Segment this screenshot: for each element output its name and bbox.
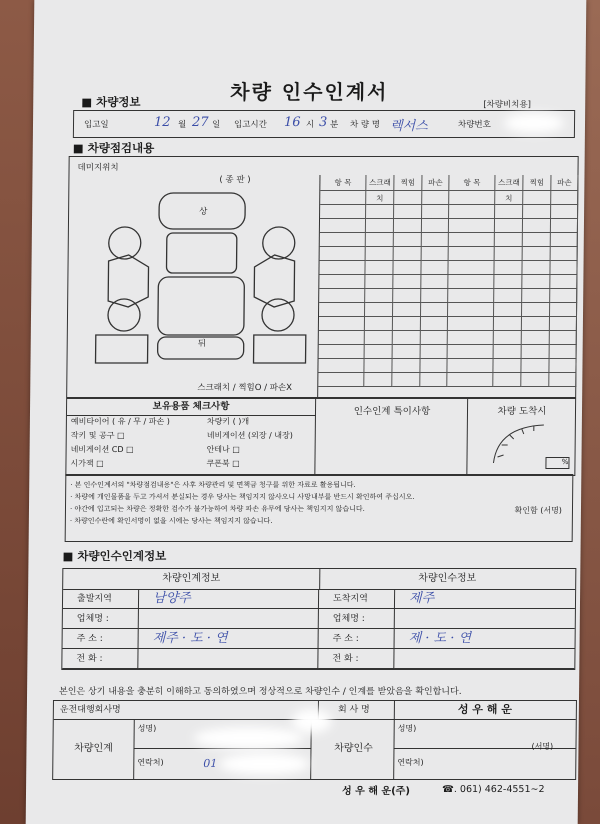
grid-cell[interactable] [448, 261, 494, 275]
grid-cell[interactable] [421, 345, 448, 359]
inspection-box [66, 156, 579, 398]
grid-cell[interactable] [318, 373, 364, 387]
left-label: 출발지역 [63, 589, 139, 609]
left-label: 주 소 : [63, 629, 139, 649]
grid-cell[interactable] [394, 219, 422, 233]
grid-cell[interactable] [549, 373, 576, 387]
grid-cell[interactable] [394, 205, 422, 219]
grid-header-0-2: 찍힘 [394, 175, 422, 191]
item-jack-tools: 작키 및 공구 □ [70, 431, 125, 440]
grid-cell[interactable] [523, 219, 551, 233]
grid-cell[interactable] [320, 219, 366, 233]
grid-cell[interactable] [421, 289, 448, 303]
grid-cell[interactable] [551, 233, 578, 247]
grid-header-0-3: 파손 [422, 175, 449, 191]
grid-cell[interactable] [393, 345, 421, 359]
grid-cell[interactable] [522, 289, 550, 303]
receive-name-field: 성명) [393, 719, 575, 749]
grid-cell[interactable] [319, 275, 365, 289]
right-value[interactable] [395, 609, 575, 629]
grid-cell[interactable] [364, 373, 392, 387]
usage-note: [차량비치용] [483, 100, 531, 110]
grid-cell[interactable] [364, 359, 392, 373]
company-name: 성 우 해 운 [394, 701, 576, 720]
handover-table [61, 568, 576, 670]
damage-label: 데미지위치 [77, 163, 119, 173]
grid-cell[interactable] [319, 303, 365, 317]
month-label: 월 [177, 120, 187, 130]
section-inspection: ■ 차량점검내용 [73, 140, 155, 156]
grid-cell[interactable] [551, 205, 578, 219]
grid-cell[interactable] [551, 191, 578, 205]
grid-cell[interactable] [320, 191, 366, 205]
item-car-key: 차량키 ( )개 [206, 417, 250, 426]
note-1: · 본 인수인계서의 "차량점검내용"은 사후 차량관리 및 면책금 청구를 위한 자료로 활용됩니다. [70, 481, 356, 489]
grid-cell[interactable] [393, 303, 421, 317]
diagram-bottom-label: 뒤 [197, 339, 206, 349]
grid-cell[interactable] [366, 191, 394, 205]
belongings-left [66, 415, 201, 475]
day-value: 27 [191, 115, 209, 130]
grid-header-1-3: 파손 [551, 175, 578, 191]
grid-cell[interactable] [365, 261, 393, 275]
grid-cell[interactable] [550, 345, 577, 359]
handover-document [26, 0, 587, 824]
grid-header-1-1: 스크래치 [495, 175, 523, 191]
grid-cell[interactable] [449, 233, 495, 247]
grid-cell[interactable] [421, 331, 448, 345]
handover-contact-field: 연락처) [133, 749, 311, 779]
grid-cell[interactable] [393, 261, 421, 275]
right-label: 업체명 : [319, 609, 395, 629]
grid-cell[interactable] [319, 261, 365, 275]
grid-cell[interactable] [550, 275, 577, 289]
handover-sign-label: 차량인계 [53, 719, 135, 779]
grid-cell[interactable] [495, 191, 523, 205]
grid-cell[interactable] [366, 205, 394, 219]
left-value[interactable]: 남양주 [139, 589, 319, 609]
grid-cell[interactable] [523, 191, 551, 205]
month-value: 12 [153, 115, 171, 130]
car-name-value: 렉서스 [389, 119, 428, 134]
time-label: 입고시간 [233, 120, 267, 130]
grid-cell[interactable] [393, 275, 421, 289]
left-value[interactable] [139, 609, 319, 629]
grid-cell[interactable] [365, 317, 393, 331]
right-value[interactable]: 제주 [395, 589, 575, 609]
grid-cell[interactable] [495, 233, 523, 247]
grid-cell[interactable] [550, 331, 577, 345]
grid-cell[interactable] [422, 219, 449, 233]
grid-cell[interactable] [421, 261, 448, 275]
damage-legend: 스크래치 / 찍힘O / 파손X [197, 383, 293, 393]
grid-cell[interactable] [421, 275, 448, 289]
grid-cell[interactable] [493, 359, 521, 373]
grid-cell[interactable] [494, 289, 522, 303]
grid-cell[interactable] [550, 289, 577, 303]
minute-label: 분 [329, 120, 339, 130]
receive-sign-label: 차량인수 [313, 719, 395, 779]
receive-sign-mark: (서명) [531, 742, 554, 751]
grid-cell[interactable] [522, 317, 550, 331]
grid-header-1-0: 항 목 [449, 175, 495, 191]
grid-cell[interactable] [365, 275, 393, 289]
grid-cell[interactable] [550, 303, 577, 317]
note-3: · 야간에 입고되는 차량은 정확한 검수가 불가능하여 차량 파손 유무에 당사는 책임지지 않습니다. [69, 505, 365, 513]
item-antenna: 안테나 □ [206, 445, 240, 454]
right-value[interactable]: 제 · 도 · 연 [395, 629, 575, 649]
document-title: 차량 인수인계서 [230, 80, 389, 104]
right-label: 전 화 : [318, 649, 394, 669]
section-handover: ■ 차량인수인계정보 [62, 548, 166, 564]
grid-cell[interactable] [495, 205, 523, 219]
agreement-text: 본인은 상기 내용을 충분히 이해하고 동의하였으며 정상적으로 차량인수 / 인계를 받았음을 확인합니다. [59, 687, 462, 697]
grid-cell[interactable] [366, 219, 394, 233]
belongings-header: 보유용품 체크사항 [67, 399, 316, 416]
grid-cell[interactable] [421, 303, 448, 317]
grid-cell[interactable] [422, 205, 449, 219]
grid-cell[interactable] [448, 345, 494, 359]
agent-company-header: 운전대행회사명 [54, 701, 319, 720]
receive-contact-field: 연락처) [397, 758, 424, 767]
handover-name-redaction [193, 727, 303, 749]
right-label: 도착지역 [319, 589, 395, 609]
car-name-label: 차 량 명 [349, 120, 381, 130]
item-navigation: 네비게이션 (외장 / 내장) [206, 431, 293, 440]
plate-redaction [504, 113, 564, 133]
grid-cell[interactable] [448, 331, 494, 345]
grid-cell[interactable] [420, 359, 447, 373]
section-vehicle-info: ■ 차량정보 [81, 94, 140, 110]
grid-cell[interactable] [365, 345, 393, 359]
left-label: 업체명 : [63, 609, 139, 629]
grid-cell[interactable] [319, 331, 365, 345]
handover-contact-value: 01 [203, 757, 218, 770]
belongings-right [206, 415, 316, 475]
notes-box [65, 474, 574, 542]
grid-cell[interactable] [420, 373, 447, 387]
special-notes-header: 인수인계 특이사항 [353, 406, 431, 417]
grid-cell[interactable] [523, 233, 551, 247]
grid-cell[interactable] [494, 303, 522, 317]
grid-cell[interactable] [393, 317, 421, 331]
grid-cell[interactable] [422, 191, 449, 205]
inspection-grid [317, 175, 578, 397]
grid-cell[interactable] [494, 345, 522, 359]
grid-cell[interactable] [393, 331, 421, 345]
day-label: 일 [211, 120, 221, 130]
grid-cell[interactable] [449, 247, 495, 261]
grid-cell[interactable] [319, 345, 365, 359]
arrival-box [466, 399, 576, 475]
grid-cell[interactable] [523, 205, 551, 219]
grid-cell[interactable] [365, 303, 393, 317]
grid-cell[interactable] [319, 317, 365, 331]
grid-header-1-2: 찍힘 [523, 175, 551, 191]
grid-cell[interactable] [448, 275, 494, 289]
item-cigar-jack: 시가잭 □ [70, 459, 104, 468]
grid-header-0-0: 항 목 [320, 175, 366, 191]
right-label: 주 소 : [319, 629, 395, 649]
grid-cell[interactable] [495, 247, 523, 261]
vehicle-info-row [73, 110, 575, 138]
grid-cell[interactable] [522, 331, 550, 345]
note-4: · 차량인수란에 확인서명이 없을 시에는 당사는 책임지지 않습니다. [69, 517, 273, 525]
item-spare-tire: 예비타이어 ( 유 / 무 / 파손 ) [70, 417, 170, 426]
belongings-row [65, 398, 576, 476]
grid-cell[interactable] [366, 233, 394, 247]
grid-cell[interactable] [448, 303, 494, 317]
grid-cell[interactable] [394, 247, 422, 261]
grid-cell[interactable] [365, 289, 393, 303]
grid-cell[interactable] [393, 289, 421, 303]
grid-cell[interactable] [421, 317, 448, 331]
grid-cell[interactable] [551, 247, 578, 261]
view-label: ( 종 판 ) [219, 175, 251, 185]
grid-cell[interactable] [550, 317, 577, 331]
hour-label: 시 [305, 120, 315, 130]
grid-cell[interactable] [447, 359, 493, 373]
grid-cell[interactable] [523, 247, 551, 261]
item-nav-cd: 네비게이션 CD □ [70, 445, 134, 454]
company-header: 회 사 명 [314, 701, 395, 720]
grid-cell[interactable] [551, 219, 578, 233]
grid-cell[interactable] [448, 289, 494, 303]
grid-cell[interactable] [320, 233, 366, 247]
grid-cell[interactable] [392, 359, 420, 373]
fuel-percent-box: % [545, 457, 569, 469]
grid-cell[interactable] [493, 373, 521, 387]
grid-cell[interactable] [495, 219, 523, 233]
grid-cell[interactable] [549, 359, 576, 373]
grid-cell[interactable] [494, 275, 522, 289]
grid-cell[interactable] [422, 233, 449, 247]
minute-value: 3 [318, 115, 328, 130]
handover-left-header: 차량인계정보 [63, 569, 320, 590]
footer-company: 성 우 해 운(주) [341, 786, 410, 797]
grid-cell[interactable] [494, 331, 522, 345]
handover-right-header: 차량인수정보 [319, 569, 575, 590]
left-value[interactable] [138, 649, 318, 669]
right-value[interactable] [394, 649, 574, 669]
grid-cell[interactable] [522, 275, 550, 289]
grid-cell[interactable] [522, 261, 550, 275]
grid-cell[interactable] [319, 289, 365, 303]
grid-cell[interactable] [320, 205, 366, 219]
date-label: 입고일 [83, 120, 109, 130]
hour-value: 16 [283, 115, 301, 130]
grid-cell[interactable] [521, 359, 549, 373]
confirm-signature: 확인함 (서명) [514, 506, 563, 515]
item-coupon-book: 쿠폰북 □ [206, 459, 240, 468]
grid-cell[interactable] [449, 219, 495, 233]
grid-cell[interactable] [394, 191, 422, 205]
note-2: · 차량에 개인물품을 두고 가셔서 분실되는 경우 당사는 책임지지 않사오니 사망내부를 반드시 확인하여 주십시오. [70, 493, 415, 501]
left-label: 전 화 : [62, 649, 138, 669]
grid-cell[interactable] [394, 233, 422, 247]
grid-cell[interactable] [320, 247, 366, 261]
arrival-header: 차량 도착시 [497, 406, 547, 417]
signature-table [52, 700, 577, 780]
grid-cell[interactable] [522, 303, 550, 317]
grid-cell[interactable] [522, 345, 550, 359]
grid-cell[interactable] [365, 331, 393, 345]
grid-cell[interactable] [447, 373, 493, 387]
grid-header-0-1: 스크래치 [366, 175, 394, 191]
grid-cell[interactable] [449, 205, 495, 219]
handover-name-field: 성명) [133, 719, 311, 749]
grid-cell[interactable] [422, 247, 449, 261]
grid-cell[interactable] [366, 247, 394, 261]
plate-label: 차량번호 [457, 120, 491, 130]
diagram-top-label: 상 [199, 207, 208, 217]
grid-cell[interactable] [494, 261, 522, 275]
grid-cell[interactable] [494, 317, 522, 331]
grid-cell[interactable] [449, 191, 495, 205]
left-value[interactable]: 제주 · 도 · 연 [139, 629, 319, 649]
grid-cell[interactable] [448, 317, 494, 331]
grid-cell[interactable] [392, 373, 420, 387]
grid-cell[interactable] [318, 359, 364, 373]
handover-contact-redaction [219, 753, 309, 775]
footer-phone: ☎. 061) 462-4551~2 [441, 784, 545, 795]
grid-cell[interactable] [550, 261, 577, 275]
grid-cell[interactable] [521, 373, 549, 387]
